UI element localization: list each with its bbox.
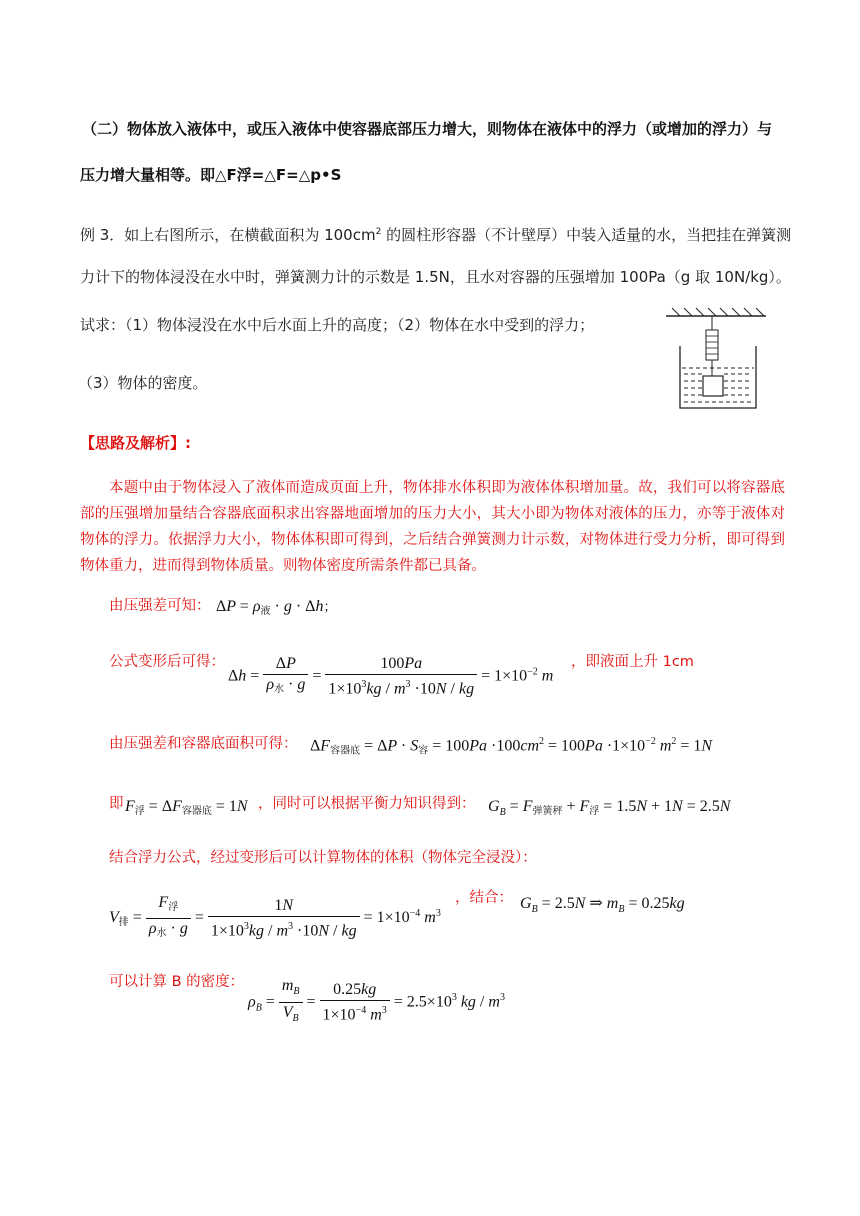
example-line4: （3）物体的密度。: [78, 374, 208, 392]
section-heading-line1: （二）物体放入液体中，或压入液体中使容器底部压力增大，则物体在液体中的浮力（或增加的浮力）与: [82, 120, 773, 138]
analysis-paragraph: 本题中由于物体浸入了液体而造成页面上升，物体排水体积即为液体体积增加量。故，我们可以将容器底部的压强增加量结合容器底面积求出容器地面增加的压力大小，其大小即为物体对液体的压力，亦等于液体对物体的浮力。依据浮力大小，物体体积即可得到，之后结合弹簧测力计示数，对物体进行受力分析，即可得到物体重力，进而得到物体质量。则物体密度所需条件都已具备。: [80, 480, 785, 574]
step7-label: 可以计算 B 的密度：: [109, 974, 245, 990]
formula-mass: $G_B = 2.5N$ ⇒ $m_B = 0.25kg$: [520, 895, 685, 916]
formula-bottom-force: ΔF容器底 = ΔP · S容 = $100Pa \cdot 100cm^2 = 100Pa \cdot 1\times 10^{-2}$ $m^2 = 1N$: [310, 736, 713, 757]
step1-label: 由压强差可知：: [109, 598, 211, 614]
formula-buoyancy: F浮 = ΔF容器底 = 1N: [125, 798, 248, 817]
analysis-label: 【思路及解析】:: [80, 434, 191, 452]
formula-density: $\rho_B$ = $\frac{m_B}{V_B}$ = $\frac{0.25kg}{1\times 10^{-4} m^3}$ = $2.5\times 10^3$ kg / $m^3$: [248, 977, 505, 1025]
container-diagram: [662, 306, 772, 412]
step2-label: 公式变形后可得：: [109, 654, 225, 670]
step4-mid: ，同时可以根据平衡力知识得到：: [258, 796, 476, 812]
formula-gravity: $G_B = F$弹簧秤 + F浮 = 1.5N + 1N = 2.5N: [488, 798, 731, 819]
formula-pressure-diff: ΔP = ρ液 · g · Δh；: [216, 598, 337, 617]
formula-height-rise: Δh = $\frac{\Delta P}{\text{ρ水 · g}}$ = $\frac{100Pa}{1\times 10^3kg / m^3 \cdot 10N / kg}$ = $1\times 10^{-2}$ m: [228, 655, 554, 698]
step6-mid: ，结合：: [455, 890, 513, 906]
step5-label: 结合浮力公式，经过变形后可以计算物体的体积（物体完全浸没）：: [109, 850, 537, 866]
step4-prefix: 即: [109, 796, 124, 812]
section-heading-line2: 压力增大量相等。即△F浮=△F=△p•S: [80, 166, 342, 184]
step2-suffix: ，即液面上升 1cm: [571, 654, 694, 670]
example-line1: 例 3．如上右图所示，在横截面积为 $100cm^2$ 的圆柱形容器（不计壁厚）中装入适量的水，当把挂在弹簧测: [80, 226, 792, 244]
example-line3: 试求：（1）物体浸没在水中后水面上升的高度；（2）物体在水中受到的浮力；: [80, 316, 595, 334]
example-line2: 力计下的物体浸没在水中时，弹簧测力计的示数是 1.5N，且水对容器的压强增加 100Pa（g 取 10N/kg）。: [80, 268, 791, 286]
step3-label: 由压强差和容器底面积可得：: [109, 736, 298, 752]
formula-volume: V排 = $\frac{\text{F浮}}{\text{ρ水 · g}}$ = $\frac{1N}{1\times 10^3kg / m^3 \cdot 10N / kg}$ = $1\times 10^{-4}$ $m^3$: [109, 894, 441, 940]
